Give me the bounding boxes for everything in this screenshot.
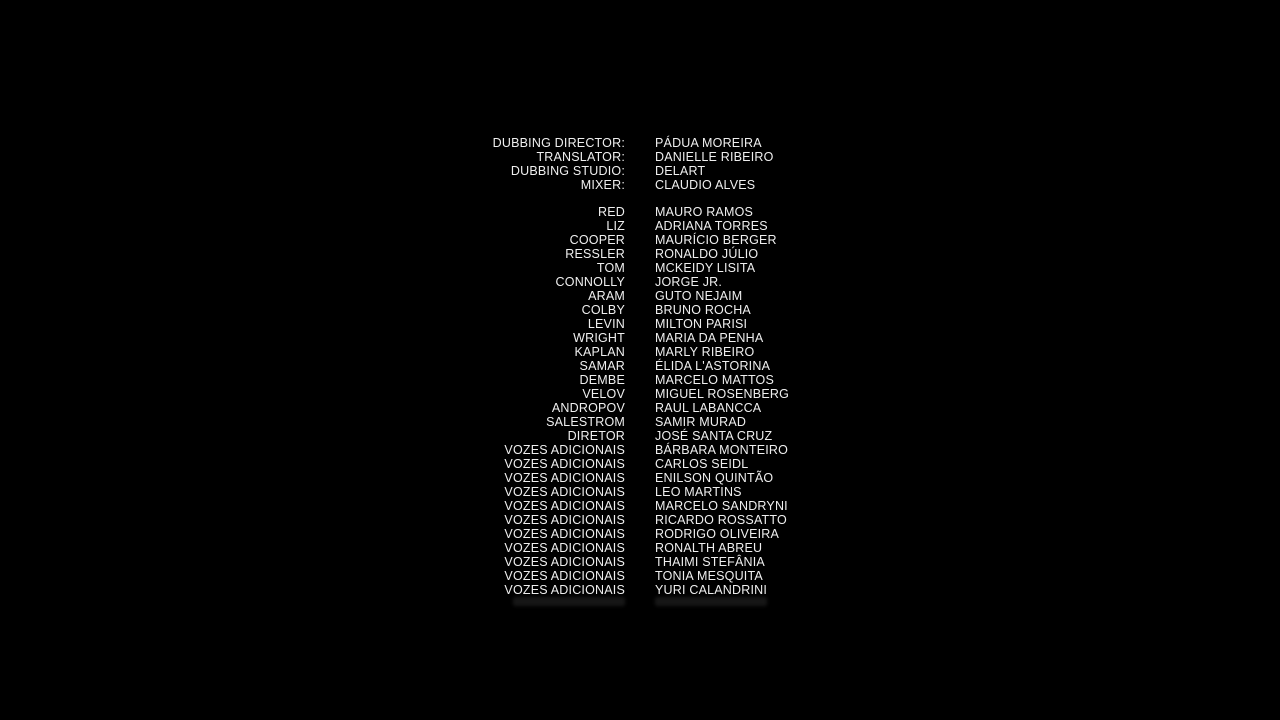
credit-role: DUBBING DIRECTOR: xyxy=(492,136,625,150)
credit-name: MCKEIDY LISITA xyxy=(655,261,756,275)
credit-role: DUBBING STUDIO: xyxy=(510,164,625,178)
credit-role: VOZES ADICIONAIS xyxy=(504,471,625,485)
credit-name: ENILSON QUINTÃO xyxy=(655,471,774,485)
credit-row xyxy=(0,541,1280,555)
credit-row xyxy=(0,387,1280,401)
cast-credits-block xyxy=(0,205,1280,597)
credit-row xyxy=(0,443,1280,457)
credit-name: BÁRBARA MONTEIRO xyxy=(655,443,789,457)
credit-row xyxy=(0,345,1280,359)
credit-name: CLAUDIO ALVES xyxy=(655,178,756,192)
credit-role: ANDROPOV xyxy=(551,401,625,415)
credit-name: RAUL LABANCCA xyxy=(655,401,762,415)
crew-credits-block xyxy=(0,136,1280,192)
credit-role: VOZES ADICIONAIS xyxy=(504,569,625,583)
credit-role: VOZES ADICIONAIS xyxy=(504,499,625,513)
credit-role: DIRETOR xyxy=(567,429,625,443)
credit-role: LEVIN xyxy=(587,317,625,331)
credit-name: BRUNO ROCHA xyxy=(655,303,751,317)
credit-role: WRIGHT xyxy=(573,331,625,345)
credit-row xyxy=(0,303,1280,317)
credit-row xyxy=(0,219,1280,233)
credit-name: MARCELO MATTOS xyxy=(655,373,775,387)
credit-row xyxy=(0,233,1280,247)
credit-name: PÁDUA MOREIRA xyxy=(655,136,762,150)
credit-name: YURI CALANDRINI xyxy=(655,583,768,597)
credit-row xyxy=(0,583,1280,597)
credit-role: VOZES ADICIONAIS xyxy=(504,541,625,555)
credit-row xyxy=(0,555,1280,569)
credit-role: LIZ xyxy=(606,219,625,233)
credit-row xyxy=(0,247,1280,261)
credit-role: TOM xyxy=(596,261,625,275)
credit-name: THAIMI STEFÂNIA xyxy=(655,555,765,569)
credit-name: MAURÍCIO BERGER xyxy=(655,233,777,247)
fading-credit-ghost-left xyxy=(513,597,625,606)
credit-row xyxy=(0,331,1280,345)
credit-role: COLBY xyxy=(581,303,625,317)
credit-role: SAMAR xyxy=(579,359,625,373)
credit-row xyxy=(0,513,1280,527)
credit-row xyxy=(0,317,1280,331)
credit-row xyxy=(0,485,1280,499)
credit-role: VOZES ADICIONAIS xyxy=(504,555,625,569)
credit-row xyxy=(0,150,1280,164)
credit-row xyxy=(0,429,1280,443)
credit-row xyxy=(0,401,1280,415)
credit-name: RONALDO JÚLIO xyxy=(655,247,759,261)
credit-name: ÉLIDA L'ASTORINA xyxy=(655,359,771,373)
credit-name: JOSÉ SANTA CRUZ xyxy=(655,429,773,443)
credit-name: RONALTH ABREU xyxy=(655,541,763,555)
credit-name: LEO MARTINS xyxy=(655,485,742,499)
credit-row xyxy=(0,373,1280,387)
credit-name: MILTON PARISI xyxy=(655,317,748,331)
fading-credit-ghost-row xyxy=(0,597,1280,607)
credit-role: VOZES ADICIONAIS xyxy=(504,443,625,457)
credit-role: VELOV xyxy=(582,387,625,401)
credit-row xyxy=(0,261,1280,275)
fading-credit-ghost-right xyxy=(655,597,767,606)
credit-row xyxy=(0,205,1280,219)
credit-row xyxy=(0,569,1280,583)
credit-role: COOPER xyxy=(569,233,625,247)
credit-name: DANIELLE RIBEIRO xyxy=(655,150,774,164)
credit-row xyxy=(0,527,1280,541)
credit-name: CARLOS SEIDL xyxy=(655,457,749,471)
credit-role: SALESTROM xyxy=(546,415,625,429)
credit-role: RED xyxy=(598,205,625,219)
credit-name: MARIA DA PENHA xyxy=(655,331,764,345)
credit-name: MIGUEL ROSENBERG xyxy=(655,387,790,401)
credit-row xyxy=(0,499,1280,513)
credit-role: KAPLAN xyxy=(574,345,625,359)
credit-row xyxy=(0,415,1280,429)
credit-name: JORGE JR. xyxy=(655,275,723,289)
credit-row xyxy=(0,136,1280,150)
credit-name: MARCELO SANDRYNI xyxy=(655,499,788,513)
credit-row xyxy=(0,471,1280,485)
credit-name: RICARDO ROSSATTO xyxy=(655,513,787,527)
credit-role: TRANSLATOR: xyxy=(536,150,625,164)
credit-role: ARAM xyxy=(588,289,625,303)
credit-role: DEMBE xyxy=(579,373,625,387)
credit-role: VOZES ADICIONAIS xyxy=(504,513,625,527)
credit-name: TONIA MESQUITA xyxy=(655,569,763,583)
credit-role: RESSLER xyxy=(565,247,625,261)
credit-name: MAURO RAMOS xyxy=(655,205,754,219)
credit-role: VOZES ADICIONAIS xyxy=(504,485,625,499)
credit-name: MARLY RIBEIRO xyxy=(655,345,755,359)
credit-row xyxy=(0,178,1280,192)
credit-role: CONNOLLY xyxy=(555,275,625,289)
credit-role: MIXER: xyxy=(580,178,625,192)
credit-row xyxy=(0,275,1280,289)
credit-name: DELART xyxy=(655,164,706,178)
credit-role: VOZES ADICIONAIS xyxy=(504,583,625,597)
credit-name: SAMIR MURAD xyxy=(655,415,747,429)
credit-row xyxy=(0,457,1280,471)
credit-row xyxy=(0,164,1280,178)
credit-name: RODRIGO OLIVEIRA xyxy=(655,527,780,541)
credit-role: VOZES ADICIONAIS xyxy=(504,457,625,471)
credit-row xyxy=(0,289,1280,303)
credit-name: ADRIANA TORRES xyxy=(655,219,768,233)
credit-role: VOZES ADICIONAIS xyxy=(504,527,625,541)
credit-name: GUTO NEJAIM xyxy=(655,289,743,303)
credit-row xyxy=(0,359,1280,373)
